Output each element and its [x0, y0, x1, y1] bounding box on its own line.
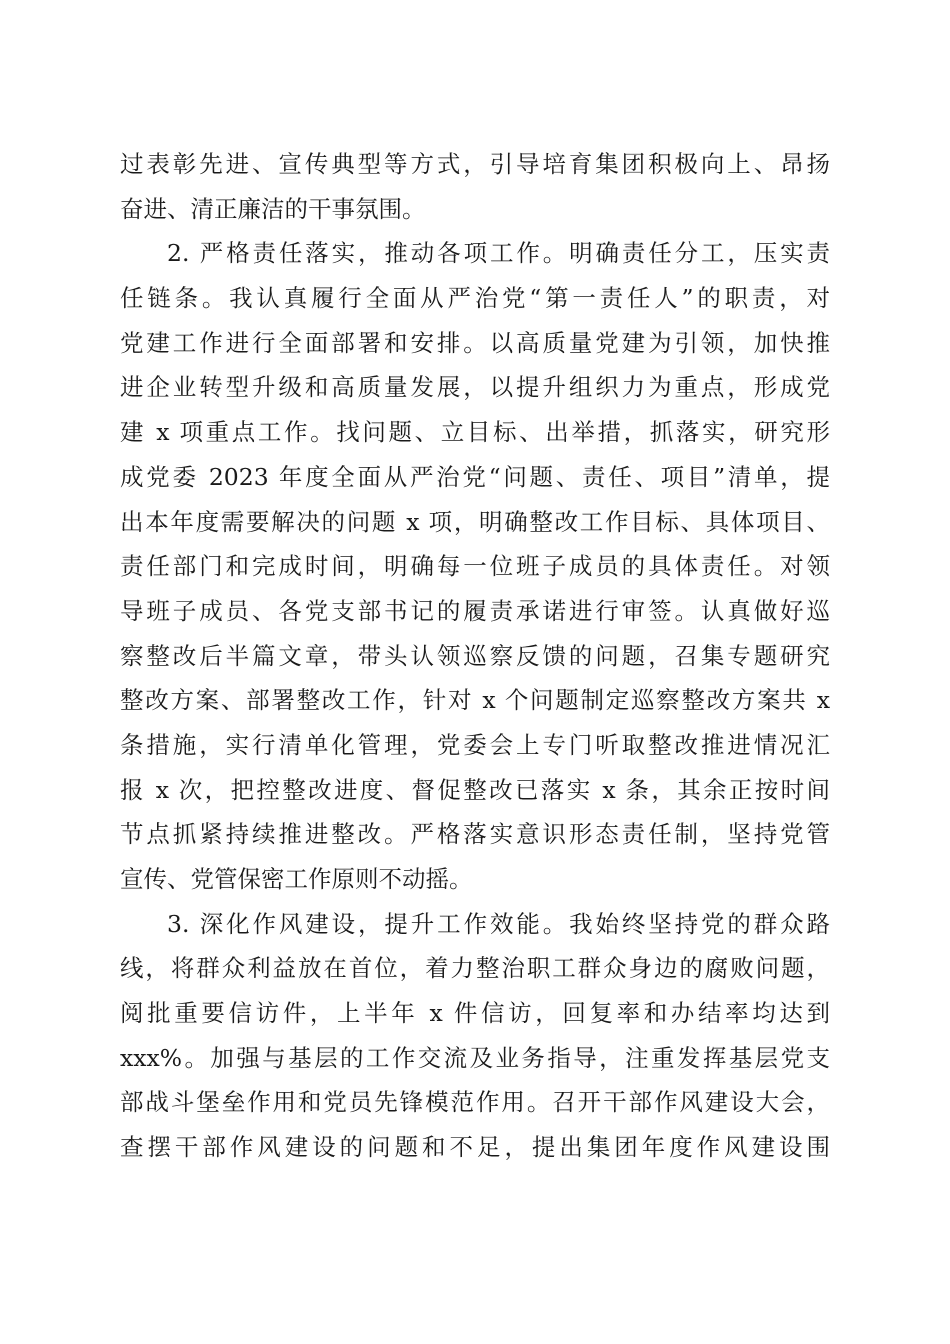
text-line: 整改方案、部署整改工作，针对 x 个问题制定巡察整改方案共 x — [120, 686, 830, 715]
text-line: 党建工作进行全面部署和安排。以高质量党建为引领，加快推 — [120, 328, 830, 357]
text-line: 察整改后半篇文章，带头认领巡察反馈的问题，召集专题研究 — [120, 641, 830, 670]
paragraph-heading-line: 2. 严格责任落实，推动各项工作。明确责任分工，压实责 — [167, 239, 830, 268]
text-line: 责任部门和完成时间，明确每一位班子成员的具体责任。对领 — [120, 552, 830, 581]
text-line: 报 x 次，把控整改进度、督促整改已落实 x 条，其余正按时间 — [120, 775, 830, 804]
text-line: 过表彰先进、宣传典型等方式，引导培育集团积极向上、昂扬 — [120, 150, 830, 178]
text-line: 查摆干部作风建设的问题和不足，提出集团年度作风建设围 — [120, 1133, 830, 1162]
text-line: 条措施，实行清单化管理，党委会上专门听取整改推进情况汇 — [120, 730, 830, 759]
text-line: 宣传、党管保密工作原则不动摇。 — [120, 865, 473, 893]
text-line: 节点抓紧持续推进整改。严格落实意识形态责任制，坚持党管 — [120, 820, 830, 849]
text-line: 进企业转型升级和高质量发展，以提升组织力为重点，形成党 — [120, 373, 830, 402]
text-line: 奋进、清正廉洁的干事氛围。 — [120, 194, 426, 223]
body-text — [120, 142, 830, 1170]
text-line: 出本年度需要解决的问题 x 项，明确整改工作目标、具体项目、 — [120, 507, 830, 536]
text-line: 建 x 项重点工作。找问题、立目标、出举措，抓落实，研究形 — [120, 418, 830, 447]
text-line: 任链条。我认真履行全面从严治党“第一责任人”的职责，对 — [120, 284, 830, 313]
text-line: xxx%。加强与基层的工作交流及业务指导，注重发挥基层党支 — [120, 1043, 830, 1072]
text-line: 成党委 2023 年度全面从严治党“问题、责任、项目”清单，提 — [120, 462, 830, 491]
paragraph-heading-line: 3. 深化作风建设，提升工作效能。我始终坚持党的群众路 — [167, 909, 830, 938]
text-line: 阅批重要信访件，上半年 x 件信访，回复率和办结率均达到 — [120, 999, 830, 1028]
text-line: 线，将群众利益放在首位，着力整治职工群众身边的腐败问题， — [120, 954, 830, 983]
text-line: 导班子成员、各党支部书记的履责承诺进行审签。认真做好巡 — [120, 596, 830, 625]
text-line: 部战斗堡垒作用和党员先锋模范作用。召开干部作风建设大会， — [120, 1088, 830, 1117]
